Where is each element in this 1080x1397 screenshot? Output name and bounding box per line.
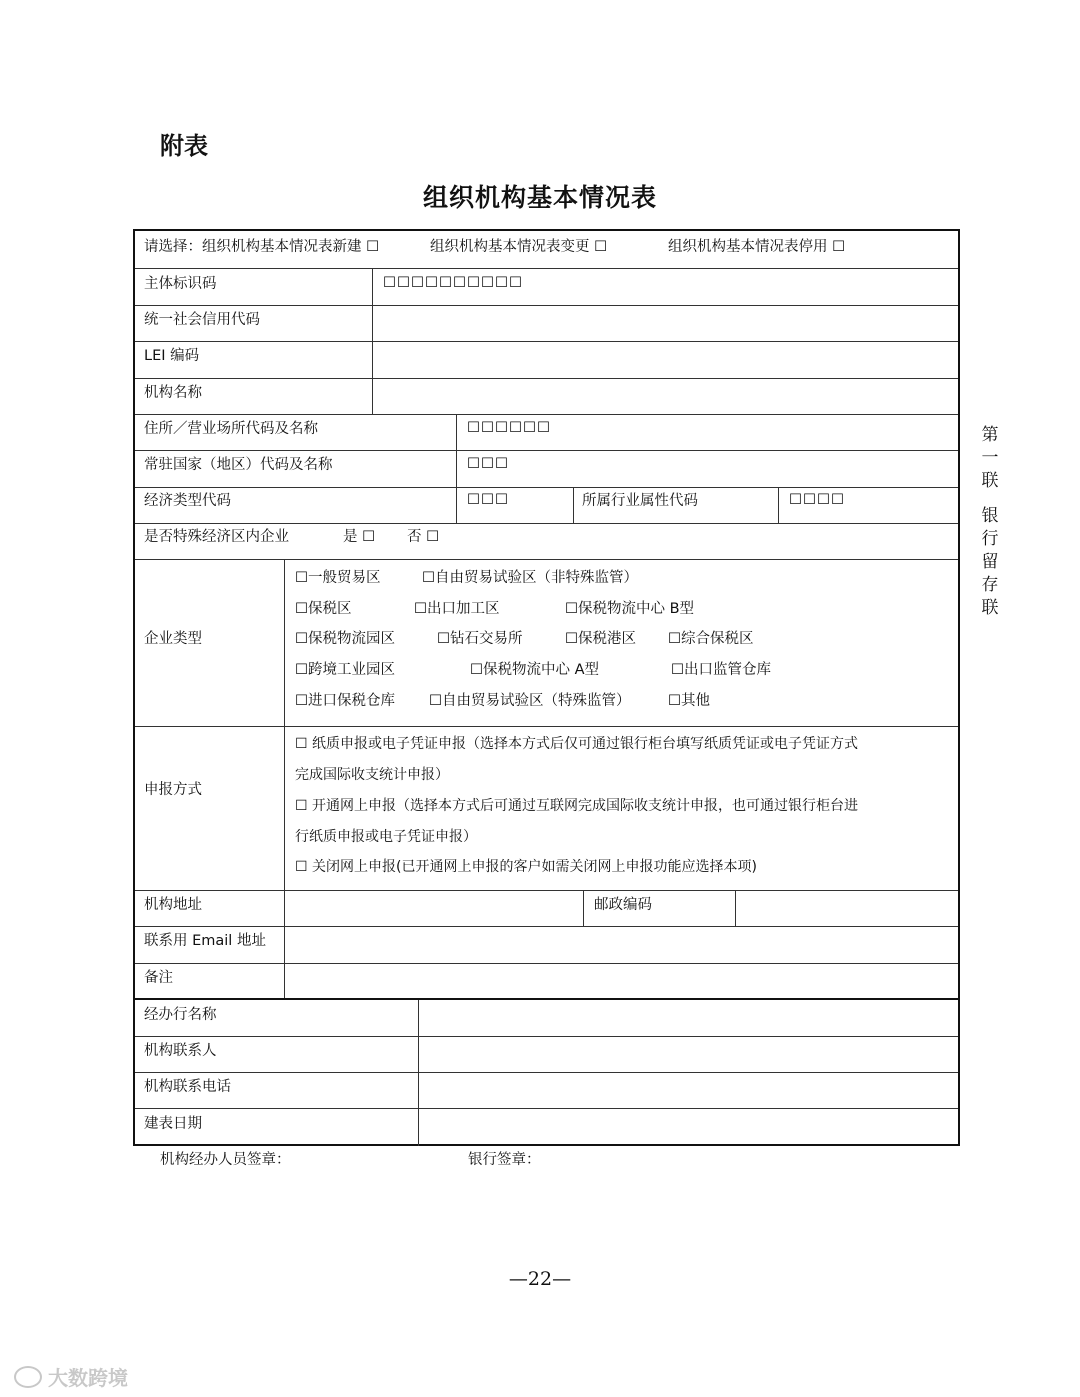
- industry-label: 所属行业属性代码: [582, 493, 698, 509]
- enterprise-option[interactable]: ☐保税港区: [565, 631, 636, 647]
- org-name-label: 机构名称: [144, 385, 202, 401]
- domicile-label: 住所／营业场所代码及名称: [144, 421, 318, 437]
- date-label: 建表日期: [144, 1116, 202, 1132]
- report-option-online[interactable]: ☐ 开通网上申报（选择本方式后可通过互联网完成国际收支统计申报，也可通过银行柜台进: [295, 798, 858, 814]
- report-option-paper-cont: 完成国际收支统计申报）: [295, 767, 449, 783]
- domicile-boxes[interactable]: ☐☐☐☐☐☐: [467, 420, 551, 436]
- subject-id-label: 主体标识码: [144, 276, 217, 292]
- country-label: 常驻国家（地区）代码及名称: [144, 457, 333, 473]
- report-option-online-cont: 行纸质申报或电子凭证申报）: [295, 829, 477, 845]
- report-method-label: 申报方式: [144, 782, 202, 798]
- econ-type-boxes[interactable]: ☐☐☐: [467, 492, 509, 508]
- enterprise-option[interactable]: ☐出口监管仓库: [671, 662, 771, 678]
- credit-code-label: 统一社会信用代码: [144, 312, 260, 328]
- enterprise-option[interactable]: ☐跨境工业园区: [295, 662, 395, 678]
- side-char: 第: [981, 425, 999, 445]
- enterprise-option[interactable]: ☐钻石交易所: [437, 631, 523, 647]
- subject-id-boxes[interactable]: ☐☐☐☐☐☐☐☐☐☐: [383, 275, 523, 291]
- enterprise-option[interactable]: ☐保税区: [295, 601, 352, 617]
- postal-label: 邮政编码: [594, 897, 652, 913]
- appendix-label: 附表: [160, 131, 208, 160]
- address-label: 机构地址: [144, 897, 202, 913]
- watermark-logo-icon: [14, 1366, 42, 1388]
- enterprise-option[interactable]: ☐进口保税仓库: [295, 693, 395, 709]
- side-char: 留: [981, 552, 999, 572]
- side-char: 行: [981, 529, 999, 549]
- enterprise-option[interactable]: ☐其他: [668, 693, 710, 709]
- enterprise-option[interactable]: ☐自由贸易试验区（非特殊监管）: [422, 570, 638, 586]
- side-char: 联: [981, 598, 999, 618]
- phone-label: 机构联系电话: [144, 1079, 231, 1095]
- econ-type-label: 经济类型代码: [144, 493, 231, 509]
- page-number: —22—: [508, 1268, 572, 1290]
- side-char: 银: [981, 506, 999, 526]
- bank-signature-label: 银行签章：: [468, 1152, 541, 1168]
- page-title: 组织机构基本情况表: [422, 183, 657, 212]
- enterprise-option[interactable]: ☐保税物流中心 B型: [565, 601, 695, 617]
- side-char: 联: [981, 471, 999, 491]
- org-info-form: [133, 229, 960, 1146]
- option-stop-checkbox[interactable]: 组织机构基本情况表停用 ☐: [668, 239, 846, 255]
- enterprise-option[interactable]: ☐综合保税区: [668, 631, 754, 647]
- email-label: 联系用 Email 地址: [144, 933, 266, 949]
- enterprise-option[interactable]: ☐一般贸易区: [295, 570, 381, 586]
- org-signature-label: 机构经办人员签章：: [160, 1152, 291, 1168]
- side-char: [978, 493, 1002, 505]
- enterprise-type-label: 企业类型: [144, 631, 202, 647]
- report-option-close[interactable]: ☐ 关闭网上申报(已开通网上申报的客户如需关闭网上申报功能应选择本项): [295, 859, 757, 875]
- option-change-checkbox[interactable]: 组织机构基本情况表变更 ☐: [430, 239, 608, 255]
- watermark: [14, 1362, 128, 1391]
- enterprise-option[interactable]: ☐出口加工区: [414, 601, 500, 617]
- select-prompt: 请选择：组织机构基本情况表新建 ☐: [144, 239, 380, 255]
- special-zone-yes-checkbox[interactable]: 是 ☐: [343, 529, 376, 545]
- enterprise-option[interactable]: ☐保税物流中心 A型: [470, 662, 600, 678]
- side-char: 存: [981, 575, 999, 595]
- watermark-text: 大数跨境: [48, 1366, 128, 1390]
- special-zone-no-checkbox[interactable]: 否 ☐: [407, 529, 440, 545]
- enterprise-option[interactable]: ☐保税物流园区: [295, 631, 395, 647]
- country-boxes[interactable]: ☐☐☐: [467, 456, 509, 472]
- side-char: 一: [981, 448, 999, 468]
- lei-label: LEI 编码: [144, 348, 200, 364]
- bank-name-label: 经办行名称: [144, 1007, 217, 1023]
- industry-boxes[interactable]: ☐☐☐☐: [789, 492, 845, 508]
- remark-label: 备注: [144, 970, 173, 986]
- copy-label-vertical: [978, 424, 1002, 620]
- special-zone-label: 是否特殊经济区内企业: [144, 529, 289, 545]
- report-option-paper[interactable]: ☐ 纸质申报或电子凭证申报（选择本方式后仅可通过银行柜台填写纸质凭证或电子凭证方式: [295, 736, 858, 752]
- contact-label: 机构联系人: [144, 1043, 217, 1059]
- enterprise-option[interactable]: ☐自由贸易试验区（特殊监管）: [429, 693, 631, 709]
